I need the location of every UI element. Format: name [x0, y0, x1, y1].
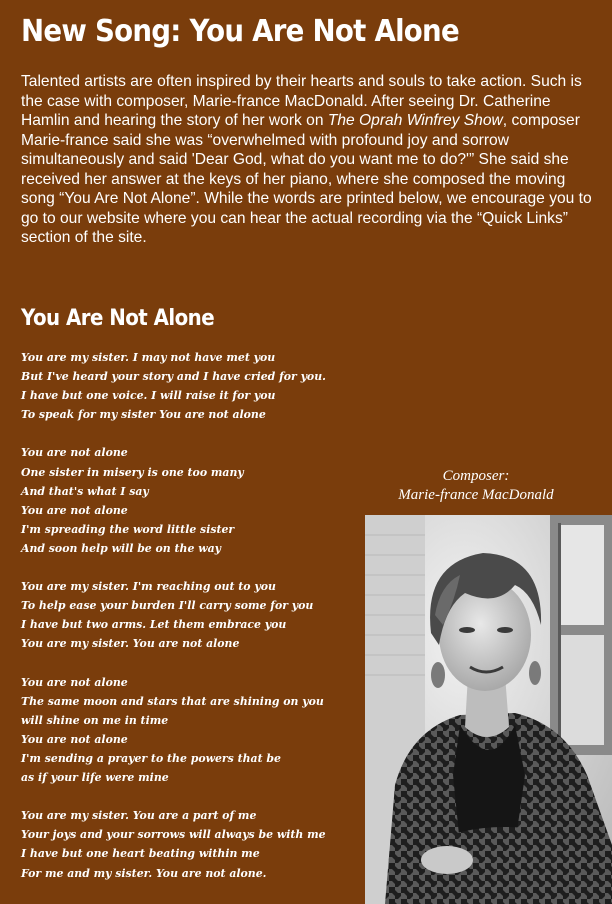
- lyric-line: To help ease your burden I'll carry some for you: [21, 598, 314, 613]
- lyric-line: You are not alone: [21, 674, 128, 689]
- lyric-stanza: [21, 577, 361, 653]
- lyric-line: I have but two arms. Let them embrace you: [21, 617, 287, 632]
- lyric-line: And soon help will be on the way: [21, 540, 221, 555]
- lyric-line: I'm sending a prayer to the powers that be: [21, 750, 281, 765]
- lyric-line: I have but one voice. I will raise it for you: [21, 388, 276, 403]
- lyric-line: Your joys and your sorrows will always be with me: [21, 827, 326, 842]
- composer-portrait-image: [365, 515, 612, 904]
- lyric-line: as if your life were mine: [21, 770, 169, 785]
- lyric-stanza: [21, 348, 361, 424]
- lyric-line: To speak for my sister You are not alone: [21, 407, 266, 422]
- lyric-line: The same moon and stars that are shining on you: [21, 693, 324, 708]
- intro-paragraph: [21, 72, 601, 248]
- caption-name: Marie-france MacDonald: [398, 487, 554, 503]
- intro-text-part2: , composer Marie-france said she was “overwhelmed with profound joy and sorrow simultaneously and said 'Dear God, what do you want me to do?'” She said she received her answer at the keys of her piano, where she composed the moving song “You Are Not Alone”. While the words are printed below, we encourage you to go to our website where you can hear the actual recording via the “Quick Links” section of the site.: [21, 112, 592, 246]
- composer-photo: [365, 515, 612, 904]
- song-lyrics: [21, 348, 361, 902]
- lyric-line: One sister in misery is one too many: [21, 464, 244, 479]
- photo-caption: [362, 467, 590, 505]
- lyric-line: will shine on me in time: [21, 712, 169, 727]
- caption-role: Composer:: [442, 468, 510, 484]
- lyric-stanza: [21, 673, 361, 788]
- lyric-line: For me and my sister. You are not alone.: [21, 865, 267, 880]
- intro-text-part1: Talented artists are often inspired by their hearts and souls to take action. Such is the case with composer, Marie-france MacDonald. After seeing Dr. Catherine Hamlin and hearing the story of her work on: [21, 73, 582, 129]
- page-heading: New Song: You Are Not Alone: [21, 14, 459, 49]
- show-title: The Oprah Winfrey Show: [327, 112, 503, 129]
- lyric-stanza: [21, 806, 361, 882]
- lyric-line: You are my sister. You are a part of me: [21, 808, 257, 823]
- song-title: You Are Not Alone: [21, 306, 215, 331]
- lyric-stanza: [21, 443, 361, 558]
- lyric-line: And that's what I say: [21, 483, 149, 498]
- lyric-line: You are not alone: [21, 445, 128, 460]
- lyric-line: I'm spreading the word little sister: [21, 521, 235, 536]
- lyric-line: You are not alone: [21, 731, 128, 746]
- lyric-line: You are my sister. You are not alone: [21, 636, 240, 651]
- lyric-line: You are my sister. I'm reaching out to you: [21, 579, 276, 594]
- lyric-line: You are not alone: [21, 502, 128, 517]
- lyric-line: You are my sister. I may not have met you: [21, 350, 276, 364]
- lyric-line: I have but one heart beating within me: [21, 846, 260, 861]
- lyric-line: But I've heard your story and I have cried for you.: [21, 369, 326, 384]
